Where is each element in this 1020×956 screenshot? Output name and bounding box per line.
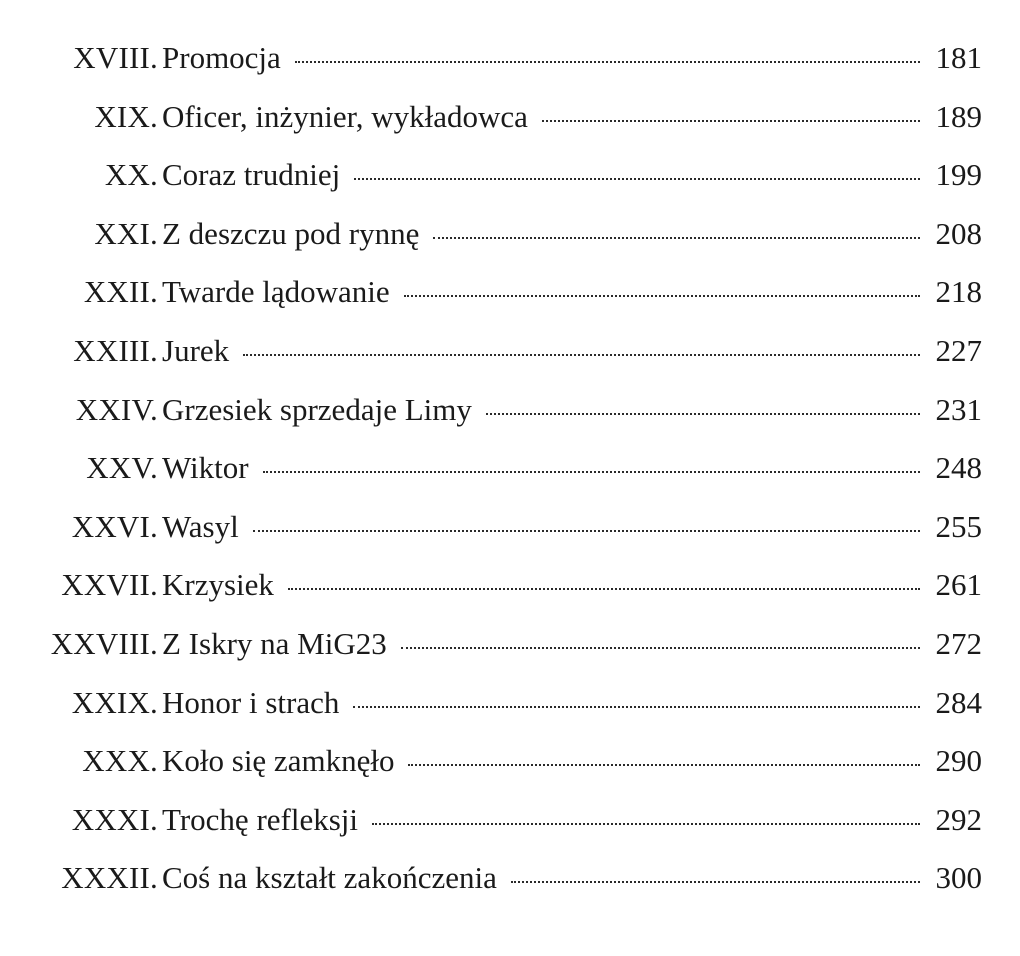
chapter-title: Trochę refleksji xyxy=(162,801,359,837)
chapter-title-line xyxy=(162,565,920,605)
chapter-title: Oficer, inżynier, wykładowca xyxy=(162,98,528,134)
chapter-numeral: XXIV. xyxy=(75,391,158,427)
chapter-numeral: XXXII. xyxy=(61,860,158,896)
chapter-title-line xyxy=(162,155,920,195)
page-number: 284 xyxy=(935,684,982,720)
dot-leader xyxy=(295,61,920,63)
chapter-title: Promocja xyxy=(162,40,281,75)
toc-entry-xix xyxy=(0,89,1020,148)
page-number: 255 xyxy=(935,508,982,544)
dot-leader xyxy=(511,881,920,883)
chapter-numeral: XXII. xyxy=(83,274,158,310)
chapter-numeral: XXV. xyxy=(86,450,158,486)
chapter-title: Wasyl xyxy=(162,508,239,544)
chapter-title-line xyxy=(162,683,920,723)
chapter-numeral: XIX. xyxy=(94,98,158,134)
toc-entry-xxxi xyxy=(0,792,1020,851)
page-number: 248 xyxy=(935,450,982,486)
chapter-title-line xyxy=(162,448,920,488)
chapter-title: Twarde lądowanie xyxy=(162,274,390,310)
dot-leader xyxy=(408,764,920,766)
page-number: 199 xyxy=(935,157,982,193)
chapter-numeral: XXI. xyxy=(94,215,158,251)
chapter-numeral: XXVII. xyxy=(61,567,158,603)
chapter-title-line xyxy=(162,390,920,430)
chapter-numeral: XXXI. xyxy=(71,801,158,837)
chapter-title-line xyxy=(162,214,920,254)
dot-leader xyxy=(542,120,920,122)
chapter-numeral: XXVIII. xyxy=(50,625,158,661)
page-number: 189 xyxy=(935,98,982,134)
dot-leader xyxy=(353,706,920,708)
toc-entry-xviii xyxy=(0,30,1020,89)
chapter-title-line xyxy=(162,38,920,78)
toc-entry-xxiii xyxy=(0,323,1020,382)
toc-entry-xx xyxy=(0,147,1020,206)
page-number: 208 xyxy=(935,215,982,251)
dot-leader xyxy=(404,295,920,297)
chapter-title-line xyxy=(162,800,920,840)
chapter-title-line xyxy=(162,858,920,898)
chapter-title: Wiktor xyxy=(162,450,249,486)
toc-entry-xxi xyxy=(0,206,1020,265)
chapter-title: Koło się zamknęło xyxy=(162,743,395,779)
toc-entry-xxviii xyxy=(0,616,1020,675)
toc-entry-xxxii xyxy=(0,850,1020,909)
dot-leader xyxy=(433,237,920,239)
chapter-title: Z deszczu pod rynnę xyxy=(162,215,420,251)
page-number: 261 xyxy=(935,567,982,603)
page-number: 227 xyxy=(935,332,982,368)
toc-entry-xxii xyxy=(0,264,1020,323)
toc-entry-xxix xyxy=(0,675,1020,734)
chapter-numeral: XXIII. xyxy=(73,332,158,368)
chapter-title-line xyxy=(162,741,920,781)
chapter-title-line xyxy=(162,272,920,312)
dot-leader xyxy=(288,588,920,590)
dot-leader xyxy=(253,530,920,532)
chapter-numeral: XX. xyxy=(104,157,158,193)
page-number: 231 xyxy=(935,391,982,427)
chapter-title: Jurek xyxy=(162,332,230,368)
toc-entry-xxiv xyxy=(0,382,1020,441)
page-number: 181 xyxy=(935,40,982,75)
page-number: 292 xyxy=(935,801,982,837)
toc-entry-xxvii xyxy=(0,557,1020,616)
chapter-title-line xyxy=(162,624,920,664)
chapter-numeral: XXVI. xyxy=(71,508,158,544)
dot-leader xyxy=(263,471,920,473)
chapter-numeral: XXX. xyxy=(82,743,158,779)
dot-leader xyxy=(372,823,920,825)
page-number: 272 xyxy=(935,625,982,661)
toc-entry-xxx xyxy=(0,733,1020,792)
chapter-title: Honor i strach xyxy=(162,684,340,720)
dot-leader xyxy=(354,178,920,180)
toc-entry-xxv xyxy=(0,440,1020,499)
toc-entry-xxvi xyxy=(0,499,1020,558)
chapter-title: Z Iskry na MiG23 xyxy=(162,625,387,661)
chapter-title: Coraz trudniej xyxy=(162,157,341,193)
chapter-title-line xyxy=(162,97,920,137)
dot-leader xyxy=(401,647,920,649)
table-of-contents xyxy=(0,30,1020,909)
page-number: 218 xyxy=(935,274,982,310)
chapter-title-line xyxy=(162,507,920,547)
chapter-title-line xyxy=(162,331,920,371)
chapter-title: Grzesiek sprzedaje Limy xyxy=(162,391,472,427)
chapter-numeral: XXIX. xyxy=(71,684,158,720)
page-number: 300 xyxy=(935,860,982,896)
dot-leader xyxy=(486,413,920,415)
page-number: 290 xyxy=(935,743,982,779)
chapter-title: Coś na kształt zakończenia xyxy=(162,860,497,896)
dot-leader xyxy=(243,354,920,356)
chapter-title: Krzysiek xyxy=(162,567,274,603)
chapter-numeral: XVIII. xyxy=(73,40,158,75)
